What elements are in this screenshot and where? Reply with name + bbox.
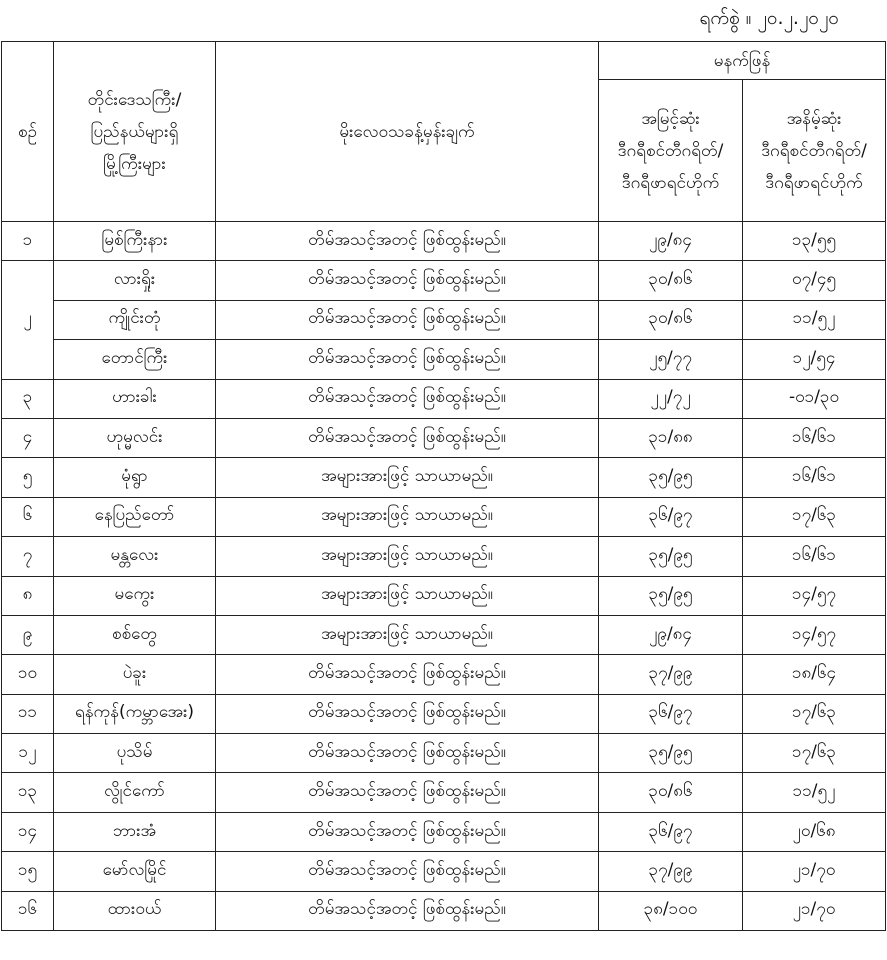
max-temp-cell: ၂၂/၇၂ [599, 379, 743, 418]
city-cell: ကျိုင်းတုံ [54, 300, 216, 339]
min-temp-cell: ၁၄/၅၇ [743, 615, 886, 654]
header-max-line: အမြင့်ဆုံး [641, 108, 700, 129]
max-temp-cell: ၃၀/၈၆ [599, 261, 743, 300]
max-temp-cell: ၃၇/၉၉ [599, 655, 743, 694]
max-temp-cell: ၃၅/၉၅ [599, 537, 743, 576]
city-cell: ဘားအံ [54, 812, 216, 851]
serial-cell: ၁၄ [2, 812, 54, 851]
forecast-cell: တိမ်အသင့်အတင့် ဖြစ်ထွန်းမည်။ [216, 655, 599, 694]
weather-forecast-table [1, 41, 886, 931]
max-temp-cell: ၃၅/၉၅ [599, 734, 743, 773]
forecast-cell: တိမ်အသင့်အတင့် ဖြစ်ထွန်းမည်။ [216, 300, 599, 339]
table-row [2, 891, 886, 930]
serial-cell: ၁၃ [2, 773, 54, 812]
max-temp-cell: ၃၈/၁၀၀ [599, 891, 743, 930]
serial-cell: ၁၆ [2, 891, 54, 930]
table-row [2, 340, 886, 379]
city-cell: ပုသိမ် [54, 734, 216, 773]
serial-cell: ၅ [2, 458, 54, 497]
header-region-line: မြို့ကြီးများ [103, 153, 166, 174]
header-max-temp [599, 80, 743, 222]
serial-cell: ၃ [2, 379, 54, 418]
forecast-cell: တိမ်အသင့်အတင့် ဖြစ်ထွန်းမည်။ [216, 773, 599, 812]
table-row [2, 261, 886, 300]
header-min-line: ဒီဂရီစင်တီဂရိတ်/ [761, 140, 867, 161]
header-weather: မိုးလေဝသခန့်မှန်းချက် [216, 42, 599, 222]
forecast-cell: တိမ်အသင့်အတင့် ဖြစ်ထွန်းမည်။ [216, 812, 599, 851]
table-row [2, 852, 886, 891]
table-row [2, 734, 886, 773]
max-temp-cell: ၃၆/၉၇ [599, 812, 743, 851]
max-temp-cell: ၃၇/၉၉ [599, 852, 743, 891]
report-date: ရက်စွဲ ။ ၂၀.၂.၂၀၂၀ [699, 7, 839, 29]
serial-cell: ၇ [2, 537, 54, 576]
forecast-cell: တိမ်အသင့်အတင့် ဖြစ်ထွန်းမည်။ [216, 261, 599, 300]
max-temp-cell: ၂၉/၈၄ [599, 222, 743, 261]
min-temp-cell: ၁၂/၅၄ [743, 340, 886, 379]
city-cell: ဟုမ္မလင်း [54, 418, 216, 457]
city-cell: နေပြည်တော် [54, 497, 216, 536]
header-serial: စဉ် [2, 42, 54, 222]
header-region-line: တိုင်းဒေသကြီး/ [87, 89, 182, 110]
city-cell: ရန်ကုန်(ကမ္ဘာအေး) [54, 694, 216, 733]
table-row [2, 812, 886, 851]
forecast-cell: အများအားဖြင့် သာယာမည်။ [216, 537, 599, 576]
table-row [2, 379, 886, 418]
table-row [2, 537, 886, 576]
serial-cell: ၆ [2, 497, 54, 536]
min-temp-cell: ၁၁/၅၂ [743, 300, 886, 339]
city-cell: လွိုင်ကော် [54, 773, 216, 812]
forecast-cell: အများအားဖြင့် သာယာမည်။ [216, 497, 599, 536]
forecast-cell: တိမ်အသင့်အတင့် ဖြစ်ထွန်းမည်။ [216, 340, 599, 379]
min-temp-cell: ၁၄/၅၇ [743, 576, 886, 615]
forecast-cell: တိမ်အသင့်အတင့် ဖြစ်ထွန်းမည်။ [216, 694, 599, 733]
max-temp-cell: ၂၅/၇၇ [599, 340, 743, 379]
max-temp-cell: ၃၆/၉၇ [599, 497, 743, 536]
table-row [2, 300, 886, 339]
forecast-cell: အများအားဖြင့် သာယာမည်။ [216, 458, 599, 497]
header-min-line: အနိမ့်ဆုံး [786, 108, 842, 129]
city-cell: တောင်ကြီး [54, 340, 216, 379]
min-temp-cell: ၁၈/၆၄ [743, 655, 886, 694]
min-temp-cell: ၂၁/၇၀ [743, 891, 886, 930]
serial-cell: ၄ [2, 418, 54, 457]
min-temp-cell: ၁၆/၆၁ [743, 537, 886, 576]
serial-cell: ၁၂ [2, 734, 54, 773]
min-temp-cell: ၂၀/၆၈ [743, 812, 886, 851]
serial-cell: ၁၁ [2, 694, 54, 733]
min-temp-cell: ၁၇/၆၃ [743, 694, 886, 733]
header-region [54, 42, 216, 222]
max-temp-cell: ၃၅/၉၅ [599, 458, 743, 497]
table-row [2, 615, 886, 654]
max-temp-cell: ၂၉/၈၄ [599, 615, 743, 654]
serial-cell: ၂ [2, 261, 54, 379]
serial-cell: ၁၀ [2, 655, 54, 694]
table-row [2, 694, 886, 733]
forecast-cell: တိမ်အသင့်အတင့် ဖြစ်ထွန်းမည်။ [216, 379, 599, 418]
header-min-temp [743, 80, 886, 222]
serial-cell: ၁ [2, 222, 54, 261]
header-tomorrow: မနက်ဖြန် [599, 42, 886, 80]
max-temp-cell: ၃၁/၈၈ [599, 418, 743, 457]
header-max-line: ဒီဂရီဖာရင်ဟိုက် [621, 172, 720, 193]
min-temp-cell: ၁၇/၆၃ [743, 734, 886, 773]
table-row [2, 773, 886, 812]
max-temp-cell: ၃၅/၉၅ [599, 576, 743, 615]
city-cell: ထားဝယ် [54, 891, 216, 930]
min-temp-cell: ၁၆/၆၁ [743, 418, 886, 457]
city-cell: လားရှိုး [54, 261, 216, 300]
min-temp-cell: ၁၁/၅၂ [743, 773, 886, 812]
table-row [2, 458, 886, 497]
city-cell: မော်လမြိုင် [54, 852, 216, 891]
min-temp-cell: ၁၃/၅၅ [743, 222, 886, 261]
min-temp-cell: -၀၁/၃၀ [743, 379, 886, 418]
city-cell: စစ်တွေ [54, 615, 216, 654]
forecast-body [2, 222, 886, 931]
city-cell: မုံရွာ [54, 458, 216, 497]
table-row [2, 576, 886, 615]
table-row [2, 418, 886, 457]
serial-cell: ၈ [2, 576, 54, 615]
city-cell: ဟားခါး [54, 379, 216, 418]
min-temp-cell: ၂၁/၇၀ [743, 852, 886, 891]
forecast-cell: တိမ်အသင့်အတင့် ဖြစ်ထွန်းမည်။ [216, 222, 599, 261]
max-temp-cell: ၃၆/၉၇ [599, 694, 743, 733]
forecast-cell: အများအားဖြင့် သာယာမည်။ [216, 615, 599, 654]
city-cell: မန္တလေး [54, 537, 216, 576]
serial-cell: ၁၅ [2, 852, 54, 891]
forecast-cell: တိမ်အသင့်အတင့် ဖြစ်ထွန်းမည်။ [216, 734, 599, 773]
table-row [2, 655, 886, 694]
max-temp-cell: ၃၀/၈၆ [599, 773, 743, 812]
min-temp-cell: ၀၇/၄၅ [743, 261, 886, 300]
max-temp-cell: ၃၀/၈၆ [599, 300, 743, 339]
header-min-line: ဒီဂရီဖာရင်ဟိုက် [765, 172, 863, 193]
serial-cell: ၉ [2, 615, 54, 654]
city-cell: မကွေး [54, 576, 216, 615]
header-region-line: ပြည်နယ်များရှိ [90, 121, 179, 142]
table-row [2, 497, 886, 536]
min-temp-cell: ၁၆/၆၁ [743, 458, 886, 497]
forecast-cell: အများအားဖြင့် သာယာမည်။ [216, 576, 599, 615]
header-max-line: ဒီဂရီစင်တီဂရိတ်/ [617, 140, 724, 161]
forecast-cell: တိမ်အသင့်အတင့် ဖြစ်ထွန်းမည်။ [216, 852, 599, 891]
city-cell: ပဲခူး [54, 655, 216, 694]
forecast-cell: တိမ်အသင့်အတင့် ဖြစ်ထွန်းမည်။ [216, 891, 599, 930]
min-temp-cell: ၁၇/၆၃ [743, 497, 886, 536]
city-cell: မြစ်ကြီးနား [54, 222, 216, 261]
forecast-cell: တိမ်အသင့်အတင့် ဖြစ်ထွန်းမည်။ [216, 418, 599, 457]
table-row [2, 222, 886, 261]
